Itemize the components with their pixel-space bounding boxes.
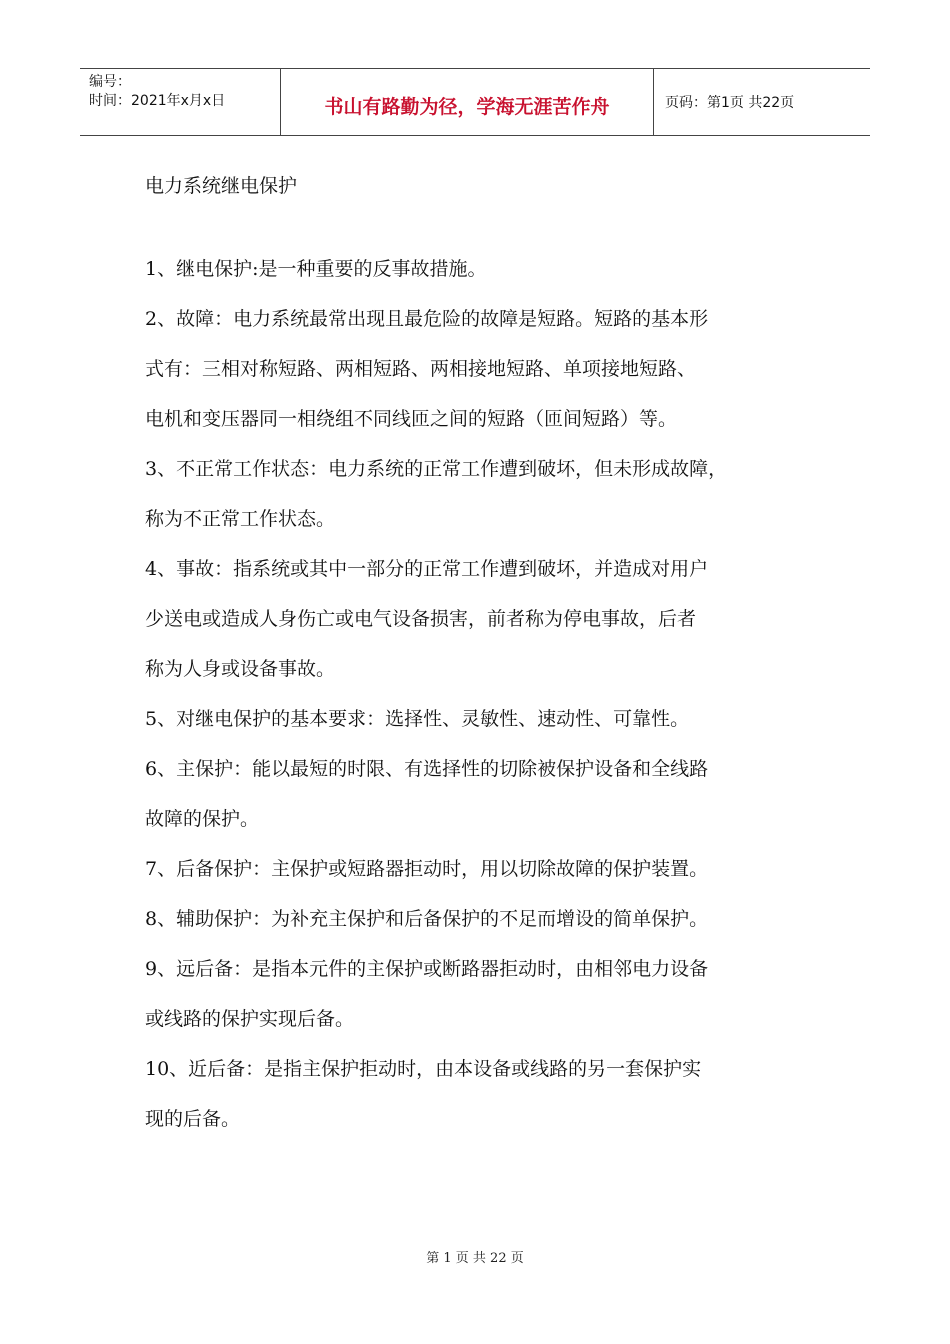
document-number-label: 编号： xyxy=(89,74,131,90)
body-line: 故障的保护。 xyxy=(145,808,260,830)
body-line: 电机和变压器同一相绕组不同线匝之间的短路（匝间短路）等。 xyxy=(145,408,678,430)
body-line: 称为不正常工作状态。 xyxy=(145,508,336,530)
body-line: 式有：三相对称短路、两相短路、两相接地短路、单项接地短路、 xyxy=(145,358,697,380)
body-line: 4、事故：指系统或其中一部分的正常工作遭到破坏，并造成对用户 xyxy=(145,558,709,580)
body-line: 称为人身或设备事故。 xyxy=(145,658,336,680)
document-title: 电力系统继电保护 xyxy=(145,175,298,197)
body-line: 3、不正常工作状态：电力系统的正常工作遭到破坏，但未形成故障， xyxy=(145,458,728,480)
body-line: 5、对继电保护的基本要求：选择性、灵敏性、速动性、可靠性。 xyxy=(145,708,690,730)
body-line: 8、辅助保护：为补充主保护和后备保护的不足而增设的简单保护。 xyxy=(145,908,709,930)
header-meta-cell xyxy=(80,69,281,135)
body-line: 1、继电保护:是一种重要的反事故措施。 xyxy=(145,258,487,280)
header-page-info: 页码：第1页 共22页 xyxy=(665,95,795,111)
body-line: 7、后备保护：主保护或短路器拒动时，用以切除故障的保护装置。 xyxy=(145,858,709,880)
document-date-label: 时间：2021年x月x日 xyxy=(89,93,226,109)
body-line: 10、近后备：是指主保护拒动时，由本设备或线路的另一套保护实 xyxy=(145,1058,702,1080)
header-motto: 书山有路勤为径，学海无涯苦作舟 xyxy=(281,69,654,135)
page-footer: 第 1 页 共 22 页 xyxy=(426,1251,524,1266)
body-line: 少送电或造成人身伤亡或电气设备损害，前者称为停电事故，后者 xyxy=(145,608,697,630)
body-line: 2、故障：电力系统最常出现且最危险的故障是短路。短路的基本形 xyxy=(145,308,709,330)
page-header xyxy=(80,68,870,136)
body-line: 现的后备。 xyxy=(145,1108,241,1130)
document-body xyxy=(145,244,835,1144)
body-line: 6、主保护：能以最短的时限、有选择性的切除被保护设备和全线路 xyxy=(145,758,709,780)
body-line: 9、远后备：是指本元件的主保护或断路器拒动时，由相邻电力设备 xyxy=(145,958,709,980)
body-line: 或线路的保护实现后备。 xyxy=(145,1008,355,1030)
